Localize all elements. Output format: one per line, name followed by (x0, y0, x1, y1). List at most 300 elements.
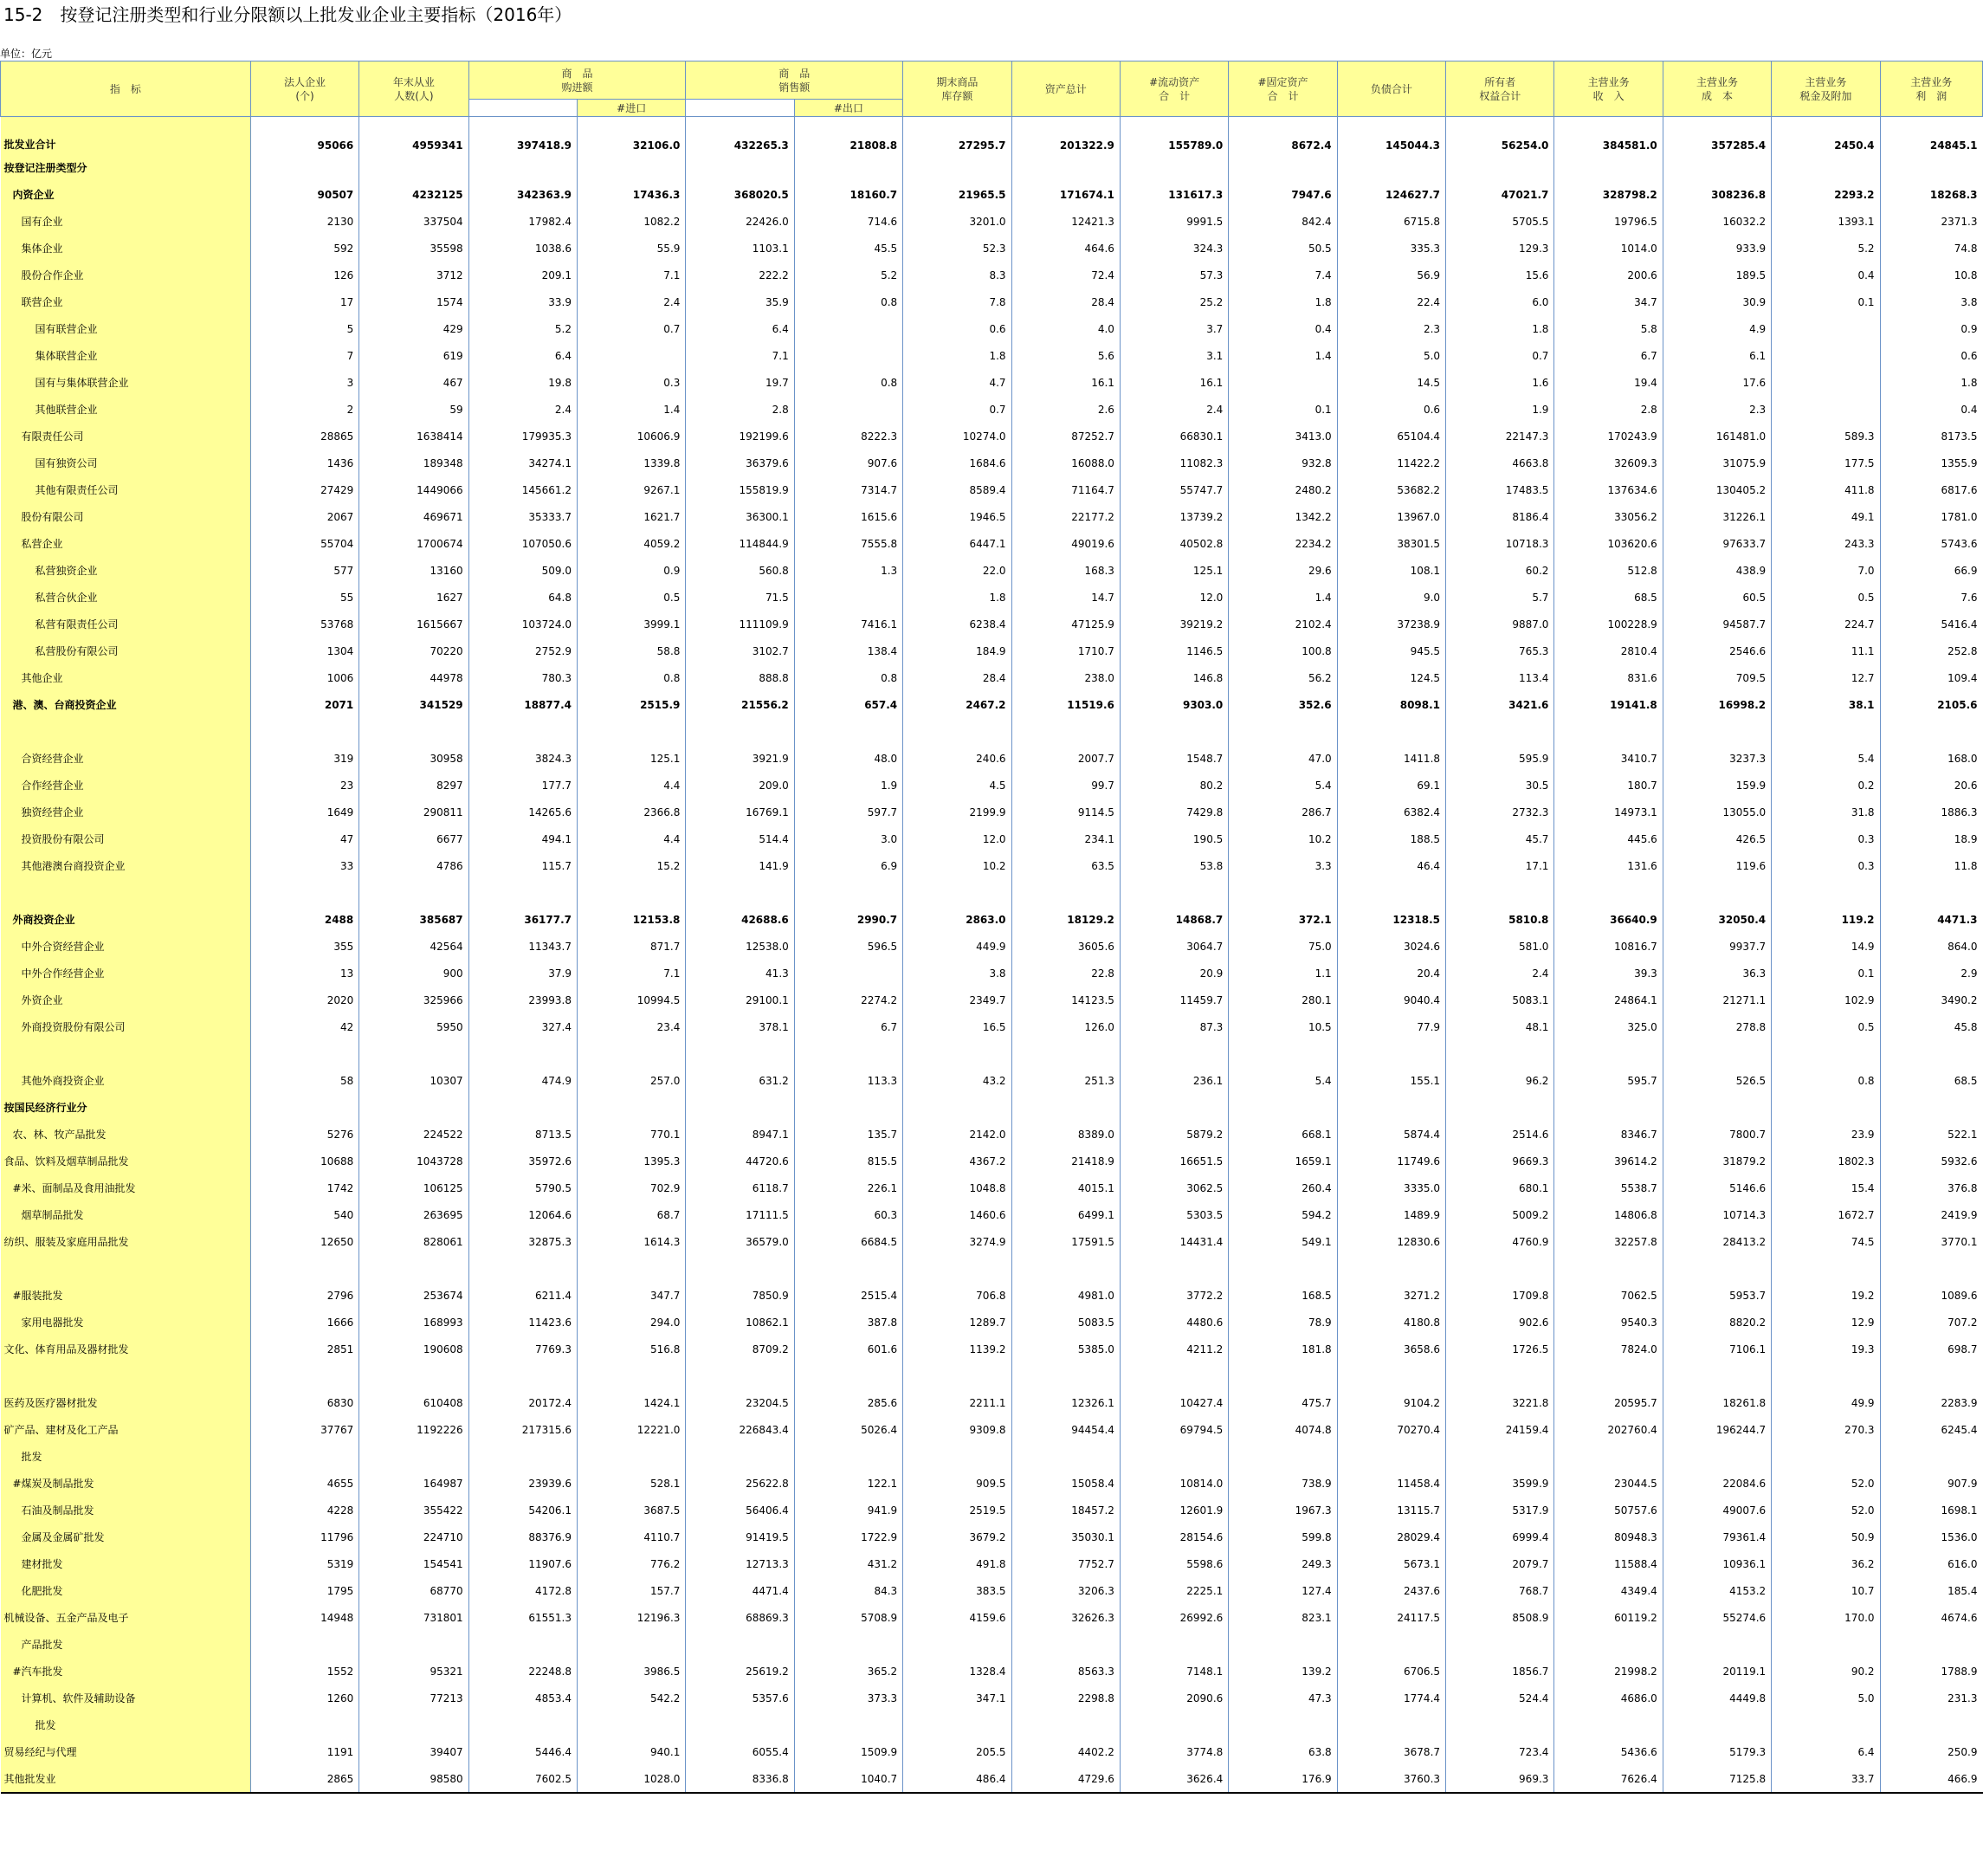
table-cell (1554, 1255, 1663, 1282)
table-cell: 224.7 (1772, 611, 1880, 637)
table-cell: 0.9 (1880, 315, 1982, 342)
table-cell: 15058.4 (1011, 1470, 1120, 1497)
row-label: 合资经营企业 (1, 745, 251, 772)
table-cell (794, 342, 902, 369)
table-cell: 0.7 (1446, 342, 1554, 369)
table-cell: 131.6 (1554, 852, 1663, 879)
row-label: 矿产品、建材及化工产品 (1, 1416, 251, 1443)
table-cell (1120, 154, 1228, 181)
table-cell (1229, 154, 1337, 181)
table-row (1, 1443, 1983, 1470)
table-cell: 236.1 (1120, 1067, 1228, 1094)
table-cell: 4686.0 (1554, 1685, 1663, 1711)
table-cell (903, 1362, 1011, 1389)
table-cell: 181.8 (1229, 1336, 1337, 1362)
table-cell: 2225.1 (1120, 1577, 1228, 1604)
table-cell: 59 (359, 396, 468, 423)
table-cell: 1614.3 (578, 1228, 686, 1255)
table-cell: 2.4 (468, 396, 577, 423)
table-cell: 40502.8 (1120, 530, 1228, 557)
table-cell: 19.3 (1772, 1336, 1880, 1362)
table-cell (1011, 154, 1120, 181)
table-cell: 4.7 (903, 369, 1011, 396)
table-cell: 494.1 (468, 825, 577, 852)
table-cell: 157.7 (578, 1577, 686, 1604)
table-row (1, 1523, 1983, 1550)
table-cell (1011, 1443, 1120, 1470)
table-cell: 2752.9 (468, 637, 577, 664)
table-cell (250, 154, 358, 181)
table-cell (578, 1040, 686, 1067)
table-cell: 528.1 (578, 1470, 686, 1497)
table-cell: 324.3 (1120, 235, 1228, 262)
table-cell: 19.8 (468, 369, 577, 396)
table-cell: 5932.6 (1880, 1148, 1982, 1174)
table-cell: 327.4 (468, 1013, 577, 1040)
row-label: 农、林、牧产品批发 (1, 1121, 251, 1148)
table-cell: 34274.1 (468, 450, 577, 476)
table-cell: 145044.3 (1337, 117, 1445, 155)
table-cell: 146.8 (1120, 664, 1228, 691)
table-cell: 5 (250, 315, 358, 342)
table-cell (1120, 1094, 1228, 1121)
table-cell: 449.9 (903, 933, 1011, 960)
table-cell: 1006 (250, 664, 358, 691)
table-cell: 9267.1 (578, 476, 686, 503)
table-cell: 9114.5 (1011, 799, 1120, 825)
table-cell: 14973.1 (1554, 799, 1663, 825)
table-cell: 1038.6 (468, 235, 577, 262)
table-cell (1772, 1711, 1880, 1738)
table-cell (578, 1255, 686, 1282)
table-cell: 119.6 (1663, 852, 1771, 879)
table-cell (578, 718, 686, 745)
table-row (1, 1148, 1983, 1174)
table-cell: 185.4 (1880, 1577, 1982, 1604)
table-cell: 63.5 (1011, 852, 1120, 879)
table-cell: 243.3 (1772, 530, 1880, 557)
table-cell (794, 879, 902, 906)
table-cell: 1509.9 (794, 1738, 902, 1765)
table-row (1, 476, 1983, 503)
table-cell: 7106.1 (1663, 1336, 1771, 1362)
table-cell: 22147.3 (1446, 423, 1554, 450)
table-cell (794, 718, 902, 745)
table-cell: 549.1 (1229, 1228, 1337, 1255)
table-cell (1554, 879, 1663, 906)
table-cell: 2.3 (1337, 315, 1445, 342)
table-cell: 6447.1 (903, 530, 1011, 557)
table-cell (1229, 1631, 1337, 1658)
table-cell: 581.0 (1446, 933, 1554, 960)
table-cell: 2450.4 (1772, 117, 1880, 155)
table-cell: 38301.5 (1337, 530, 1445, 557)
table-cell: 0.1 (1772, 960, 1880, 987)
table-cell: 871.7 (578, 933, 686, 960)
table-cell: 8563.3 (1011, 1658, 1120, 1685)
table-cell (1446, 1711, 1554, 1738)
table-cell: 56.2 (1229, 664, 1337, 691)
table-cell: 7.1 (578, 262, 686, 288)
row-label: 外商投资企业 (1, 906, 251, 933)
table-cell: 1040.7 (794, 1765, 902, 1793)
table-cell: 0.1 (1772, 288, 1880, 315)
table-cell: 202760.4 (1554, 1416, 1663, 1443)
table-cell (1120, 1631, 1228, 1658)
table-cell: 38.1 (1772, 691, 1880, 718)
table-cell: 15.4 (1772, 1174, 1880, 1201)
table-cell: 14431.4 (1120, 1228, 1228, 1255)
table-cell: 1781.0 (1880, 503, 1982, 530)
table-cell (1663, 1711, 1771, 1738)
row-label: 股份合作企业 (1, 262, 251, 288)
table-cell (578, 1631, 686, 1658)
table-cell: 0.8 (1772, 1067, 1880, 1094)
table-cell: 35333.7 (468, 503, 577, 530)
table-row (1, 852, 1983, 879)
table-cell: 698.7 (1880, 1336, 1982, 1362)
table-cell: 170.0 (1772, 1604, 1880, 1631)
table-cell (794, 154, 902, 181)
table-cell: 3999.1 (578, 611, 686, 637)
table-cell: 6.1 (1663, 342, 1771, 369)
table-cell: 68.5 (1880, 1067, 1982, 1094)
table-cell: 3274.9 (903, 1228, 1011, 1255)
table-cell: 176.9 (1229, 1765, 1337, 1793)
header-total-assets: 资产总计 (1011, 61, 1120, 117)
table-cell: 1.4 (1229, 342, 1337, 369)
table-cell: 2349.7 (903, 987, 1011, 1013)
table-cell: 285.6 (794, 1389, 902, 1416)
table-cell: 945.5 (1337, 637, 1445, 664)
table-cell: 35972.6 (468, 1148, 577, 1174)
row-label: 中外合资经营企业 (1, 933, 251, 960)
table-cell: 1411.8 (1337, 745, 1445, 772)
table-cell: 18457.2 (1011, 1497, 1120, 1523)
table-cell: 466.9 (1880, 1765, 1982, 1793)
table-cell: 6.4 (686, 315, 794, 342)
table-cell: 71.5 (686, 584, 794, 611)
table-cell: 171674.1 (1011, 181, 1120, 208)
table-cell: 9540.3 (1554, 1309, 1663, 1336)
table-cell: 4981.0 (1011, 1282, 1120, 1309)
table-cell: 12221.0 (578, 1416, 686, 1443)
table-row (1, 960, 1983, 987)
table-cell: 5009.2 (1446, 1201, 1554, 1228)
table-cell: 6245.4 (1880, 1416, 1982, 1443)
row-label: 国有企业 (1, 208, 251, 235)
table-cell: 39407 (359, 1738, 468, 1765)
table-cell (468, 1711, 577, 1738)
row-label: 集体联营企业 (1, 342, 251, 369)
table-cell: 10.2 (903, 852, 1011, 879)
table-cell: 12713.3 (686, 1550, 794, 1577)
table-cell: 10307 (359, 1067, 468, 1094)
table-cell: 47.3 (1229, 1685, 1337, 1711)
table-cell: 115.7 (468, 852, 577, 879)
table-row (1, 423, 1983, 450)
table-cell: 2105.6 (1880, 691, 1982, 718)
table-cell: 4.5 (903, 772, 1011, 799)
table-cell (468, 1040, 577, 1067)
table-row (1, 584, 1983, 611)
table-cell (1011, 1631, 1120, 1658)
table-cell (794, 1443, 902, 1470)
table-cell: 3687.5 (578, 1497, 686, 1523)
table-cell: 5446.4 (468, 1738, 577, 1765)
table-cell: 209.1 (468, 262, 577, 288)
table-cell: 1946.5 (903, 503, 1011, 530)
table-cell: 610408 (359, 1389, 468, 1416)
table-cell (1663, 1443, 1771, 1470)
table-cell: 10427.4 (1120, 1389, 1228, 1416)
table-cell: 325.0 (1554, 1013, 1663, 1040)
table-cell: 0.8 (794, 288, 902, 315)
table-cell: 28.4 (1011, 288, 1120, 315)
table-row (1, 1094, 1983, 1121)
table-cell (1337, 1443, 1445, 1470)
table-cell (686, 1040, 794, 1067)
table-cell: 69.1 (1337, 772, 1445, 799)
table-cell: 512.8 (1554, 557, 1663, 584)
table-cell: 6118.7 (686, 1174, 794, 1201)
table-cell (903, 1631, 1011, 1658)
table-cell (1120, 1255, 1228, 1282)
table-cell: 1043728 (359, 1148, 468, 1174)
table-cell: 2514.6 (1446, 1121, 1554, 1148)
unit-label: 单位：亿元 (0, 48, 53, 60)
table-cell: 5950 (359, 1013, 468, 1040)
table-cell (1229, 1040, 1337, 1067)
table-cell: 5319 (250, 1550, 358, 1577)
table-cell: 431.2 (794, 1550, 902, 1577)
table-cell: 387.8 (794, 1309, 902, 1336)
table-cell: 5790.5 (468, 1174, 577, 1201)
table-cell (250, 1040, 358, 1067)
row-label (1, 1362, 251, 1389)
table-cell: 3102.7 (686, 637, 794, 664)
table-cell (1229, 1711, 1337, 1738)
table-cell: 347.1 (903, 1685, 1011, 1711)
table-cell: 1802.3 (1772, 1148, 1880, 1174)
table-cell: 35.9 (686, 288, 794, 315)
table-cell: 7416.1 (794, 611, 902, 637)
table-cell: 900 (359, 960, 468, 987)
table-cell: 25619.2 (686, 1658, 794, 1685)
table-row (1, 557, 1983, 584)
table-cell: 250.9 (1880, 1738, 1982, 1765)
table-cell: 30.5 (1446, 772, 1554, 799)
table-cell: 8947.1 (686, 1121, 794, 1148)
table-cell: 8589.4 (903, 476, 1011, 503)
table-cell (1120, 1443, 1228, 1470)
table-cell: 768.7 (1446, 1577, 1554, 1604)
header-fixed-assets: #固定资产 合 计 (1229, 61, 1337, 117)
table-cell: 723.4 (1446, 1738, 1554, 1765)
header-purchases-blank (468, 100, 577, 117)
table-cell: 6.7 (1554, 342, 1663, 369)
table-cell: 224522 (359, 1121, 468, 1148)
table-row (1, 1336, 1983, 1362)
table-cell (250, 879, 358, 906)
table-cell: 909.5 (903, 1470, 1011, 1497)
table-cell: 0.3 (1772, 852, 1880, 879)
table-cell: 12538.0 (686, 933, 794, 960)
table-cell: 0.6 (1337, 396, 1445, 423)
table-cell: 2519.5 (903, 1497, 1011, 1523)
table-cell: 29100.1 (686, 987, 794, 1013)
table-cell: 72.4 (1011, 262, 1120, 288)
table-cell: 168993 (359, 1309, 468, 1336)
table-cell: 100228.9 (1554, 611, 1663, 637)
table-cell: 124.5 (1337, 664, 1445, 691)
table-cell: 52.0 (1772, 1470, 1880, 1497)
table-cell: 864.0 (1880, 933, 1982, 960)
table-cell: 6.7 (794, 1013, 902, 1040)
table-cell: 96.2 (1446, 1067, 1554, 1094)
table-cell: 9104.2 (1337, 1389, 1445, 1416)
table-cell: 196244.7 (1663, 1416, 1771, 1443)
table-cell (468, 1362, 577, 1389)
table-cell: 17483.5 (1446, 476, 1554, 503)
table-cell: 94587.7 (1663, 611, 1771, 637)
table-cell (1337, 879, 1445, 906)
table-cell: 46.4 (1337, 852, 1445, 879)
table-cell (686, 1631, 794, 1658)
table-cell: 2810.4 (1554, 637, 1663, 664)
table-body (1, 117, 1983, 1794)
table-cell: 168.3 (1011, 557, 1120, 584)
table-cell (903, 154, 1011, 181)
table-cell (1337, 1362, 1445, 1389)
table-cell: 5538.7 (1554, 1174, 1663, 1201)
table-cell: 8098.1 (1337, 691, 1445, 718)
table-cell: 26992.6 (1120, 1604, 1228, 1631)
table-cell: 226.1 (794, 1174, 902, 1201)
table-cell: 1700674 (359, 530, 468, 557)
table-row (1, 1577, 1983, 1604)
table-cell: 65104.4 (1337, 423, 1445, 450)
table-cell: 21808.8 (794, 117, 902, 155)
table-cell: 1304 (250, 637, 358, 664)
table-cell: 1684.6 (903, 450, 1011, 476)
table-cell: 209.0 (686, 772, 794, 799)
table-cell: 95066 (250, 117, 358, 155)
table-cell: 7.1 (686, 342, 794, 369)
table-cell: 108.1 (1337, 557, 1445, 584)
table-cell (1880, 1443, 1982, 1470)
table-cell: 1672.7 (1772, 1201, 1880, 1228)
table-cell (1446, 1255, 1554, 1282)
table-cell: 164987 (359, 1470, 468, 1497)
table-cell: 8346.7 (1554, 1121, 1663, 1148)
table-cell (250, 1711, 358, 1738)
table-cell: 828061 (359, 1228, 468, 1255)
table-cell: 597.7 (794, 799, 902, 825)
row-label: 文化、体育用品及器材批发 (1, 1336, 251, 1362)
table-cell: 19141.8 (1554, 691, 1663, 718)
table-cell (903, 1443, 1011, 1470)
table-cell: 4674.6 (1880, 1604, 1982, 1631)
table-cell: 17111.5 (686, 1201, 794, 1228)
table-cell (578, 342, 686, 369)
table-cell: 7850.9 (686, 1282, 794, 1309)
table-cell (1663, 1094, 1771, 1121)
table-cell (359, 1362, 468, 1389)
table-cell: 3.3 (1229, 852, 1337, 879)
table-cell: 22.0 (903, 557, 1011, 584)
table-cell: 154541 (359, 1550, 468, 1577)
table-cell: 780.3 (468, 664, 577, 691)
table-cell (794, 1094, 902, 1121)
table-cell (250, 1443, 358, 1470)
table-cell (1554, 718, 1663, 745)
table-cell: 278.8 (1663, 1013, 1771, 1040)
table-cell: 5.4 (1229, 1067, 1337, 1094)
row-label: 计算机、软件及辅助设备 (1, 1685, 251, 1711)
table-cell: 111109.9 (686, 611, 794, 637)
table-row (1, 396, 1983, 423)
table-cell: 7.6 (1880, 584, 1982, 611)
table-cell: 4.4 (578, 772, 686, 799)
table-cell: 190.5 (1120, 825, 1228, 852)
table-cell: 2796 (250, 1282, 358, 1309)
table-cell: 1028.0 (578, 1765, 686, 1793)
table-cell: 37.9 (468, 960, 577, 987)
table-cell: 45.8 (1880, 1013, 1982, 1040)
table-cell: 33.9 (468, 288, 577, 315)
table-cell: 6382.4 (1337, 799, 1445, 825)
table-cell: 7314.7 (794, 476, 902, 503)
table-cell: 12.9 (1772, 1309, 1880, 1336)
table-cell (686, 1362, 794, 1389)
table-cell: 2515.9 (578, 691, 686, 718)
table-cell: 1886.3 (1880, 799, 1982, 825)
table-cell: 10718.3 (1446, 530, 1554, 557)
table-cell (1337, 154, 1445, 181)
table-cell: 159.9 (1663, 772, 1771, 799)
table-cell: 7769.3 (468, 1336, 577, 1362)
table-cell: 941.9 (794, 1497, 902, 1523)
table-cell: 4959341 (359, 117, 468, 155)
header-employees: 年末从业 人数(人) (359, 61, 468, 117)
table-cell: 907.6 (794, 450, 902, 476)
table-cell: 28.4 (903, 664, 1011, 691)
table-cell: 33056.2 (1554, 503, 1663, 530)
table-cell (468, 879, 577, 906)
table-cell: 702.9 (578, 1174, 686, 1201)
table-cell: 2102.4 (1229, 611, 1337, 637)
table-row (1, 1282, 1983, 1309)
row-label: 私营企业 (1, 530, 251, 557)
table-cell: 2234.2 (1229, 530, 1337, 557)
table-cell: 177.5 (1772, 450, 1880, 476)
table-cell: 52.3 (903, 235, 1011, 262)
table-cell: 57.3 (1120, 262, 1228, 288)
table-cell: 1146.5 (1120, 637, 1228, 664)
table-cell: 8222.3 (794, 423, 902, 450)
table-cell: 4786 (359, 852, 468, 879)
table-cell: 60119.2 (1554, 1604, 1663, 1631)
table-cell: 474.9 (468, 1067, 577, 1094)
table-cell: 47125.9 (1011, 611, 1120, 637)
table-cell: 238.0 (1011, 664, 1120, 691)
table-cell (794, 1631, 902, 1658)
table-cell: 0.4 (1772, 262, 1880, 288)
table-cell (250, 1631, 358, 1658)
table-cell: 3206.3 (1011, 1577, 1120, 1604)
table-cell (686, 1255, 794, 1282)
